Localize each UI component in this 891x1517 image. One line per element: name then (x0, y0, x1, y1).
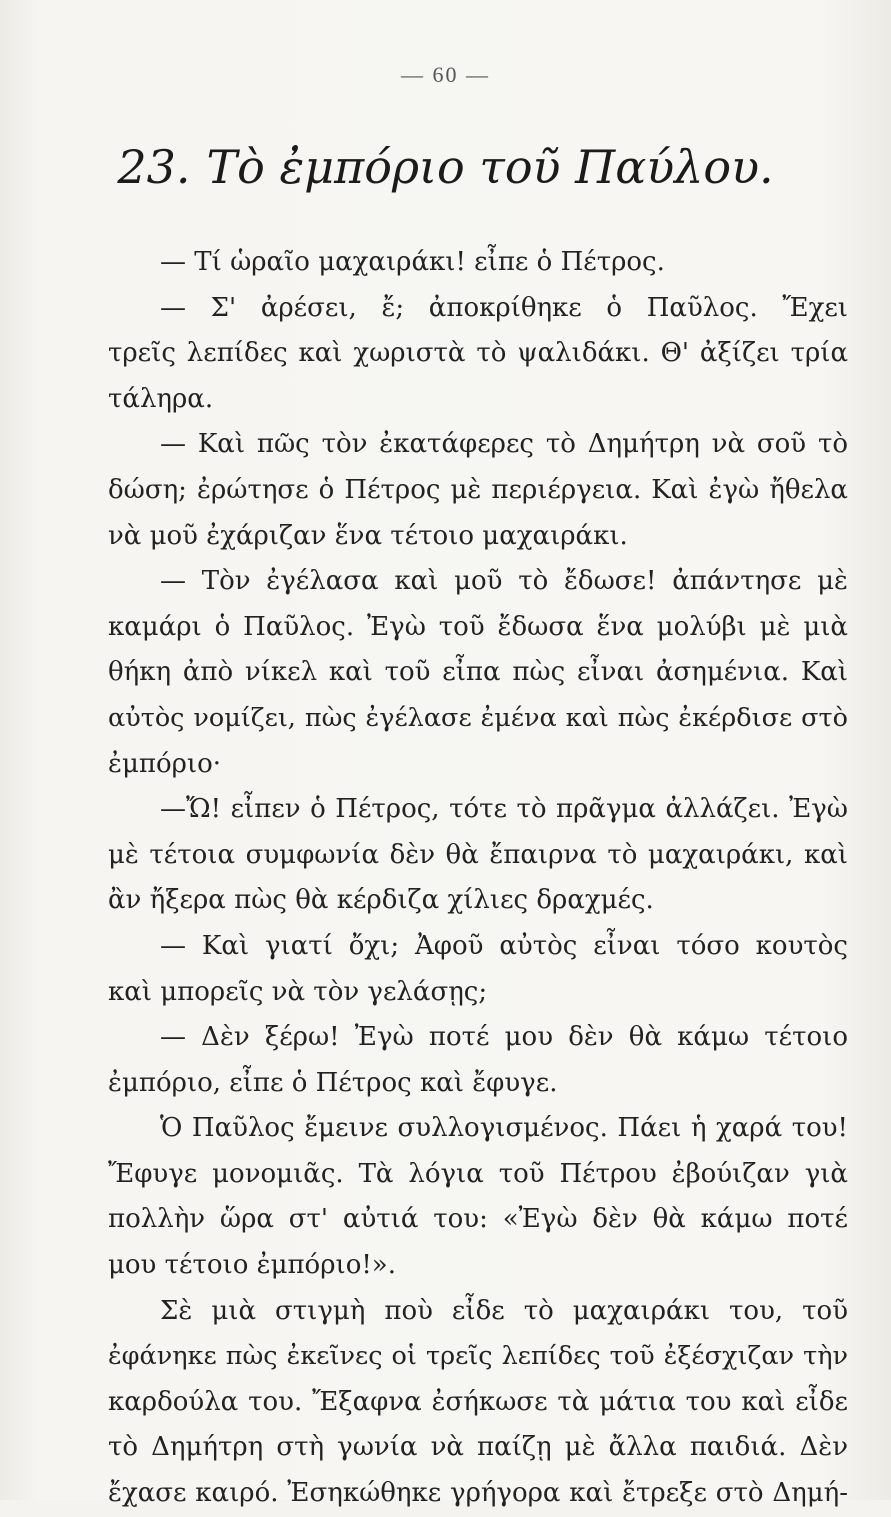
text-line: ἐμπόριο, εἶπε ὁ Πέτρος καὶ ἔφυγε. (108, 1067, 558, 1098)
text-line: — Σ' ἀρέσει, ἔ; ἀποκρίθηκε ὁ Παῦλος. Ἔχει (160, 292, 848, 323)
text-line: ἐφάνηκε πὼς ἐκεῖνες οἱ τρεῖς λεπίδες τοῦ ἐξέσχιζαν τὴν (108, 1341, 848, 1372)
text-line: τὸ Δημήτρη στὴ γωνία νὰ παίζῃ μὲ ἄλλα παιδιά. Δὲν (108, 1432, 848, 1463)
text-line: καὶ μπορεῖς νὰ τὸν γελάσῃς; (108, 976, 488, 1007)
text-line: Ὁ Παῦλος ἔμεινε συλλογισμένος. Πάει ἡ χαρά του! (160, 1113, 848, 1144)
text-line: Ἔφυγε μονομιᾶς. Τὰ λόγια τοῦ Πέτρου ἐβούιζαν γιὰ (108, 1158, 848, 1189)
text-line: δώση; ἐρώτησε ὁ Πέτρος μὲ περιέργεια. Καὶ ἐγὼ ἤθελα (108, 474, 848, 505)
text-line: — Καὶ γιατί ὄχι; Ἀφοῦ αὐτὸς εἶναι τόσο κουτὸς (160, 930, 848, 961)
text-line: θήκη ἀπὸ νίκελ καὶ τοῦ εἶπα πὼς εἶναι ἀσημένια. Καὶ (108, 657, 848, 688)
text-line: νὰ μοῦ ἐχάριζαν ἕνα τέτοιο μαχαιράκι. (108, 520, 628, 551)
text-line: — Τὸν ἐγέλασα καὶ μοῦ τὸ ἔδωσε! ἀπάντησε μὲ (160, 566, 848, 597)
text-line: ἐμπόριο· (108, 748, 221, 779)
chapter-title-text: Τὸ ἐμπόριο τοῦ Παύλου. (206, 140, 774, 194)
body-text (108, 240, 848, 1517)
text-line: ἔχασε καιρό. Ἐσηκώθηκε γρήγορα καὶ ἔτρεξε στὸ Δημή- (108, 1478, 848, 1509)
text-line: τρεῖς λεπίδες καὶ χωριστὰ τὸ ψαλιδάκι. Θ' ἀξίζει τρία (108, 338, 848, 369)
chapter-title (0, 140, 891, 194)
text-line: μου τέτοιο ἐμπόριο!». (108, 1250, 396, 1281)
page-number: — 60 — (401, 62, 490, 87)
text-line: τάληρα. (108, 383, 214, 414)
text-line: μὲ τέτοια συμφωνία δὲν θὰ ἔπαιρνα τὸ μαχαιράκι, καὶ (108, 839, 848, 870)
text-line: καμάρι ὁ Παῦλος. Ἐγὼ τοῦ ἔδωσα ἕνα μολύβι μὲ μιὰ (108, 611, 848, 642)
text-line: —Ὤ! εἶπεν ὁ Πέτρος, τότε τὸ πρᾶγμα ἀλλάζει. Ἐγὼ (160, 794, 848, 825)
text-line: — Τί ὡραῖο μαχαιράκι! εἶπε ὁ Πέτρος. (160, 247, 665, 277)
text-line: πολλὴν ὥρα στ' αὐτιά του: «Ἐγὼ δὲν θὰ κάμω ποτέ (108, 1204, 848, 1235)
text-line: ἂν ἤξερα πὼς θὰ κέρδιζα χίλιες δραχμές. (108, 885, 654, 916)
text-line: καρδούλα του. Ἔξαφνα ἐσήκωσε τὰ μάτια του καὶ εἶδε (108, 1386, 848, 1417)
text-line: αὐτὸς νομίζει, πὼς ἐγέλασε ἐμένα καὶ πὼς ἐκέρδισε στὸ (108, 702, 848, 733)
text-line: — Δὲν ξέρω! Ἐγὼ ποτέ μου δὲν θὰ κάμω τέτοιο (160, 1022, 848, 1053)
chapter-number: 23. (117, 140, 191, 194)
text-line: Σὲ μιὰ στιγμὴ ποὺ εἶδε τὸ μαχαιράκι του, τοῦ (160, 1295, 848, 1326)
text-line: — Καὶ πῶς τὸν ἐκατάφερες τὸ Δημήτρη νὰ σοῦ τὸ (160, 429, 848, 460)
